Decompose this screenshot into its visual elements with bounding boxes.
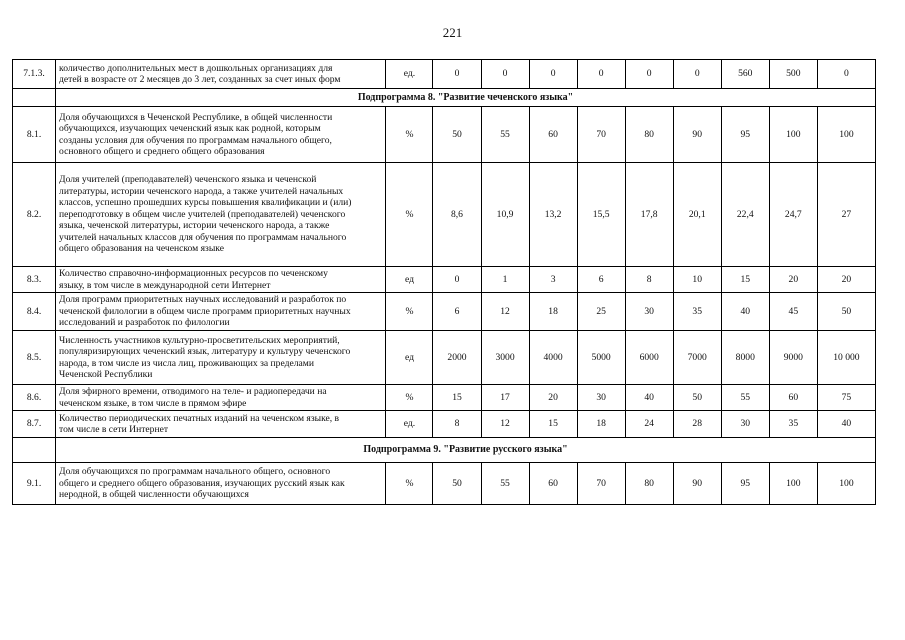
section-title: Подпрограмма 9. "Развитие русского языка": [56, 438, 876, 463]
value-cell: 100: [769, 463, 817, 505]
description-line: Численность участников культурно-просветительских мероприятий,: [59, 334, 340, 346]
value-cell: 7000: [673, 331, 721, 385]
value-cell: 0: [673, 60, 721, 89]
page-number: 221: [442, 25, 463, 40]
description-line: Доля учителей (преподавателей) чеченского языка и чеченской: [59, 174, 317, 186]
value-cell: 8000: [721, 331, 769, 385]
description-line: общего образования на чеченском языке: [59, 243, 224, 255]
unit-cell: ед.: [386, 411, 433, 438]
value-cell: 12: [481, 293, 529, 331]
value-cell: 100: [817, 463, 875, 505]
value-cell: 500: [769, 60, 817, 89]
section-empty-cell: [13, 438, 56, 463]
value-cell: 80: [625, 463, 673, 505]
value-cell: 45: [769, 293, 817, 331]
value-cell: 75: [817, 385, 875, 411]
value-cell: 15: [433, 385, 481, 411]
description-line: количество дополнительных мест в дошкольных организациях для: [59, 62, 333, 74]
unit-cell: %: [386, 107, 433, 163]
unit-cell: %: [386, 385, 433, 411]
value-cell: 24: [625, 411, 673, 438]
description-line: том числе в сети Интернет: [59, 424, 169, 435]
unit-cell: %: [386, 293, 433, 331]
indicator-description: [56, 293, 386, 331]
value-cell: 5000: [577, 331, 625, 385]
description-line: Доля обучающихся по программам начального общего, основного: [59, 466, 331, 478]
value-cell: 70: [577, 107, 625, 163]
description-line: Доля эфирного времени, отводимого на теле- и радиопередачи на: [59, 386, 327, 397]
table-row: [13, 267, 876, 293]
row-number: 8.2.: [13, 163, 56, 267]
value-cell: 40: [625, 385, 673, 411]
value-cell: 6: [577, 267, 625, 293]
value-cell: 22,4: [721, 163, 769, 267]
value-cell: 0: [481, 60, 529, 89]
description-line: общего и среднего общего образования, изучающих русский язык как: [59, 477, 345, 489]
value-cell: 28: [673, 411, 721, 438]
value-cell: 3: [529, 267, 577, 293]
value-cell: 80: [625, 107, 673, 163]
value-cell: 10: [673, 267, 721, 293]
row-number: 8.6.: [13, 385, 56, 411]
description-line: переподготовку в общем числе учителей (преподавателей) чеченского: [59, 208, 346, 220]
description-line: созданы условия для обучения по программам начального общего,: [59, 134, 332, 146]
value-cell: 4000: [529, 331, 577, 385]
description-line: языка, чеченской литературы, истории чеченского народа, а также: [59, 220, 330, 232]
description-line: чеченском языке, в том числе в прямом эфире: [59, 397, 247, 409]
value-cell: 20,1: [673, 163, 721, 267]
description-line: классов, успешно прошедших курсы повышения квалификации и (или): [59, 197, 352, 209]
row-number: 8.5.: [13, 331, 56, 385]
value-cell: 95: [721, 107, 769, 163]
value-cell: 70: [577, 463, 625, 505]
value-cell: 90: [673, 463, 721, 505]
indicator-table: [12, 59, 876, 505]
value-cell: 1: [481, 267, 529, 293]
description-line: основного общего и среднего общего образования: [59, 146, 265, 157]
section-title: Подпрограмма 8. "Развитие чеченского языка": [56, 89, 876, 107]
description-line: литературы, истории чеченского народа, а также учителей начальных: [59, 185, 344, 197]
row-number: 7.1.3.: [13, 60, 56, 89]
value-cell: 30: [721, 411, 769, 438]
table-row: [13, 331, 876, 385]
value-cell: 50: [817, 293, 875, 331]
description-line: исследований и разработок по филологии: [59, 317, 230, 329]
value-cell: 55: [481, 463, 529, 505]
description-line: неродной, в общей численности обучающихся: [59, 489, 249, 501]
value-cell: 9000: [769, 331, 817, 385]
description-line: языку, в том числе в международной сети Интернет: [59, 279, 271, 291]
value-cell: 0: [433, 267, 481, 293]
value-cell: 13,2: [529, 163, 577, 267]
indicator-description: [56, 411, 386, 438]
value-cell: 40: [721, 293, 769, 331]
indicator-description: [56, 60, 386, 89]
description-line: Чеченской Республики: [59, 369, 153, 380]
table-row: [13, 60, 876, 89]
value-cell: 8: [625, 267, 673, 293]
value-cell: 24,7: [769, 163, 817, 267]
table-row: [13, 107, 876, 163]
value-cell: 25: [577, 293, 625, 331]
value-cell: 2000: [433, 331, 481, 385]
value-cell: 100: [769, 107, 817, 163]
description-line: чеченской филологии в общем числе программ приоритетных научных: [59, 305, 351, 317]
value-cell: 6: [433, 293, 481, 331]
value-cell: 0: [433, 60, 481, 89]
value-cell: 10 000: [817, 331, 875, 385]
value-cell: 560: [721, 60, 769, 89]
indicator-description: [56, 107, 386, 163]
value-cell: 27: [817, 163, 875, 267]
description-line: Доля обучающихся в Чеченской Республике, в общей численности: [59, 111, 333, 123]
value-cell: 60: [769, 385, 817, 411]
unit-cell: ед: [386, 267, 433, 293]
value-cell: 60: [529, 463, 577, 505]
value-cell: 30: [577, 385, 625, 411]
unit-cell: %: [386, 463, 433, 505]
row-number: 9.1.: [13, 463, 56, 505]
value-cell: 20: [817, 267, 875, 293]
description-line: учителей начальных классов для обучения по программам начального: [59, 231, 347, 243]
table-row: [13, 293, 876, 331]
description-line: обучающихся, изучающих чеченский язык как родной, которым: [59, 123, 321, 134]
value-cell: 35: [673, 293, 721, 331]
value-cell: 0: [817, 60, 875, 89]
description-line: Количество справочно-информационных ресурсов по чеченскому: [59, 268, 328, 279]
value-cell: 100: [817, 107, 875, 163]
indicator-description: [56, 331, 386, 385]
value-cell: 15,5: [577, 163, 625, 267]
value-cell: 20: [529, 385, 577, 411]
value-cell: 0: [577, 60, 625, 89]
value-cell: 17: [481, 385, 529, 411]
indicator-description: [56, 385, 386, 411]
value-cell: 0: [529, 60, 577, 89]
table-row: [13, 411, 876, 438]
value-cell: 30: [625, 293, 673, 331]
table-row: [13, 163, 876, 267]
table-row: [13, 463, 876, 505]
value-cell: 55: [721, 385, 769, 411]
description-line: популяризирующих чеченский язык, литературу и культуру чеченского: [59, 346, 351, 357]
value-cell: 18: [529, 293, 577, 331]
value-cell: 95: [721, 463, 769, 505]
row-number: 8.3.: [13, 267, 56, 293]
section-header-row: [13, 438, 876, 463]
unit-cell: ед: [386, 331, 433, 385]
value-cell: 3000: [481, 331, 529, 385]
value-cell: 15: [721, 267, 769, 293]
indicator-description: [56, 163, 386, 267]
indicator-description: [56, 463, 386, 505]
value-cell: 40: [817, 411, 875, 438]
unit-cell: %: [386, 163, 433, 267]
row-number: 8.1.: [13, 107, 56, 163]
value-cell: 60: [529, 107, 577, 163]
description-line: детей в возрасте от 2 месяцев до 3 лет, созданных за счет иных форм: [59, 74, 341, 85]
value-cell: 17,8: [625, 163, 673, 267]
value-cell: 90: [673, 107, 721, 163]
value-cell: 35: [769, 411, 817, 438]
section-empty-cell: [13, 89, 56, 107]
value-cell: 12: [481, 411, 529, 438]
row-number: 8.4.: [13, 293, 56, 331]
description-line: Доля программ приоритетных научных исследований и разработок по: [59, 294, 347, 306]
description-line: народа, в том числе из числа лиц, проживающих за пределами: [59, 357, 314, 369]
value-cell: 55: [481, 107, 529, 163]
value-cell: 15: [529, 411, 577, 438]
value-cell: 6000: [625, 331, 673, 385]
indicator-description: [56, 267, 386, 293]
value-cell: 50: [433, 463, 481, 505]
value-cell: 50: [673, 385, 721, 411]
unit-cell: ед.: [386, 60, 433, 89]
value-cell: 8: [433, 411, 481, 438]
description-line: Количество периодических печатных изданий на чеченском языке, в: [59, 412, 340, 424]
section-header-row: [13, 89, 876, 107]
value-cell: 18: [577, 411, 625, 438]
value-cell: 8,6: [433, 163, 481, 267]
table-row: [13, 385, 876, 411]
value-cell: 0: [625, 60, 673, 89]
row-number: 8.7.: [13, 411, 56, 438]
value-cell: 10,9: [481, 163, 529, 267]
value-cell: 50: [433, 107, 481, 163]
value-cell: 20: [769, 267, 817, 293]
